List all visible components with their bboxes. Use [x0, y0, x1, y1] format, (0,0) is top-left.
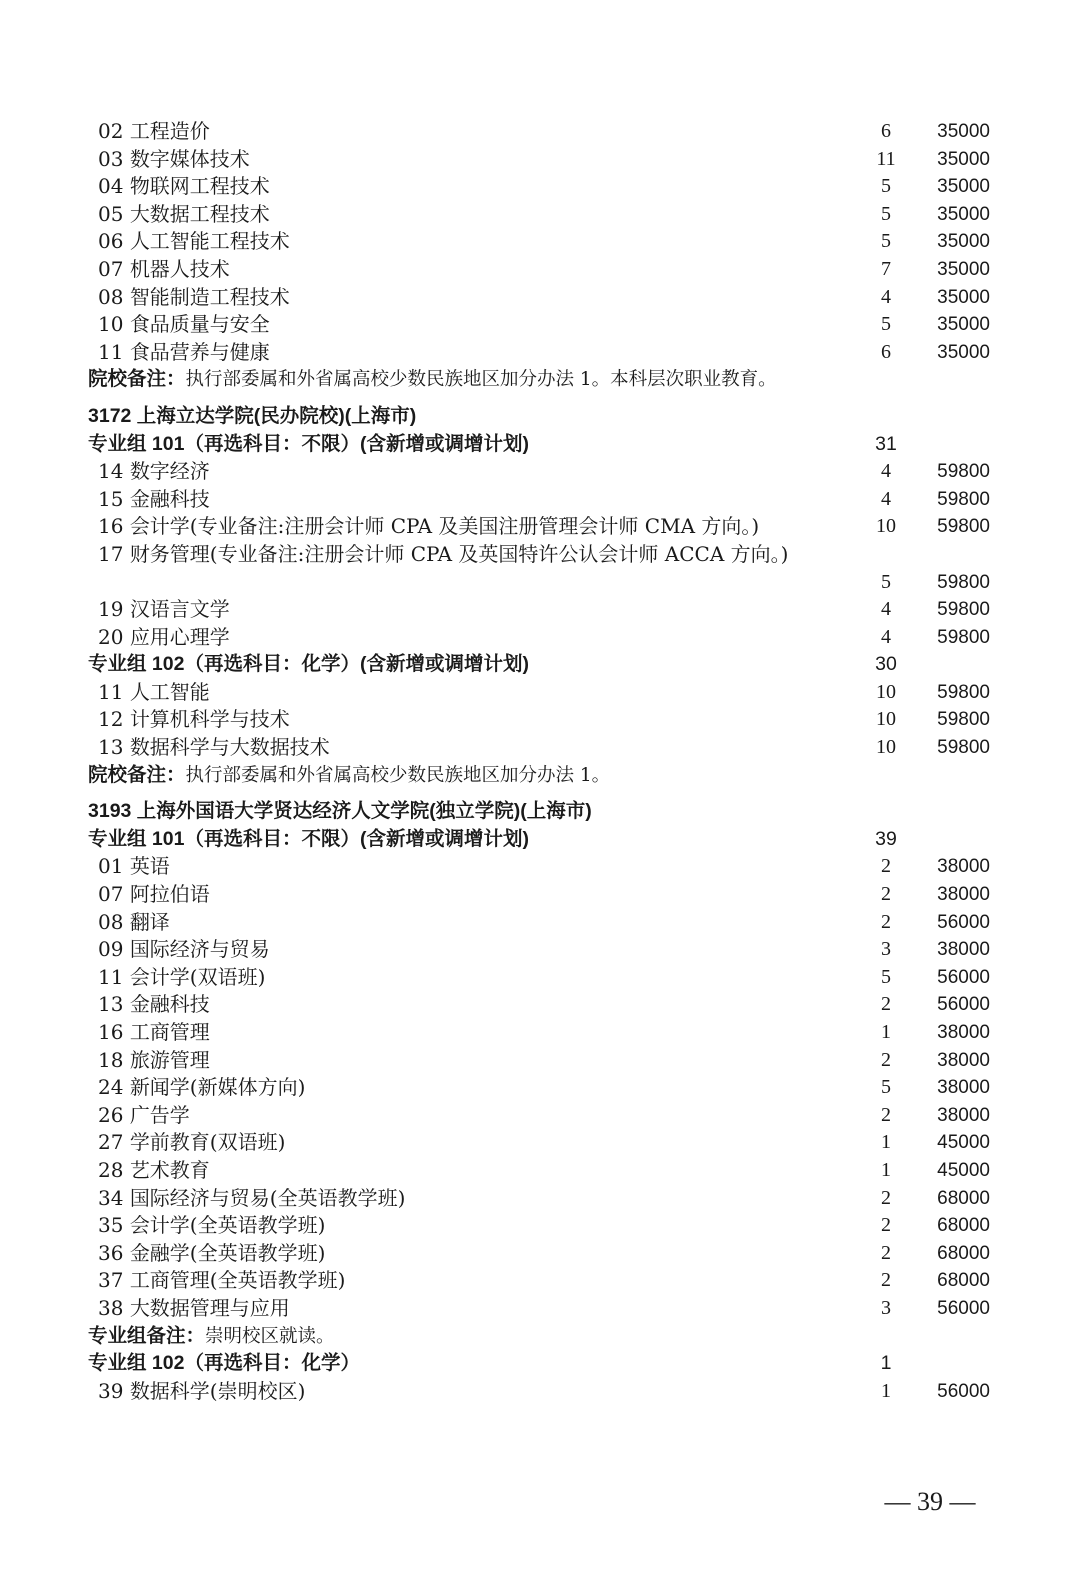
major-title: 应用心理学: [129, 624, 230, 649]
tuition-fee: 38000: [937, 1022, 990, 1043]
major-name: [98, 1074, 305, 1102]
tuition-fee: 59800: [937, 461, 990, 483]
major-name: [98, 596, 230, 624]
major-code: 07: [98, 256, 124, 281]
plan-count: 1: [881, 1158, 891, 1181]
school-heading: 3172 上海立达学院(民办院校)(上海市): [88, 404, 417, 427]
major-title: 会计学(双语班): [129, 964, 266, 989]
major-title: 食品营养与健康: [129, 339, 270, 364]
major-title: 工商管理: [129, 1020, 210, 1044]
major-title: 食品质量与安全: [129, 312, 270, 337]
tuition-fee: 56000: [937, 994, 990, 1016]
major-code: 28: [98, 1157, 124, 1182]
group-row: [0, 1350, 1080, 1378]
tuition-fee: 38000: [937, 939, 990, 961]
tuition-fee: 56000: [937, 966, 990, 988]
tuition-fee: 38000: [937, 1104, 990, 1126]
major-name: [98, 1019, 210, 1047]
major-code: 07: [98, 882, 124, 907]
major-name: [98, 1185, 405, 1213]
item-row: [0, 311, 1080, 339]
plan-count: 4: [881, 285, 891, 308]
tuition-fee: 56000: [937, 911, 990, 933]
major-code: 06: [98, 229, 124, 254]
major-group-heading: 专业组 101（再选科目：不限）(含新增或调增计划): [88, 432, 529, 455]
item-row: [0, 1295, 1080, 1323]
major-code: 26: [98, 1102, 124, 1127]
item-row: [0, 1047, 1080, 1075]
major-code: 36: [98, 1240, 124, 1265]
major-code: 08: [98, 909, 124, 934]
item-row: [0, 936, 1080, 964]
plan-count: 2: [881, 1241, 891, 1264]
major-code: 10: [98, 312, 124, 337]
remark: [88, 366, 777, 394]
plan-count: 2: [881, 1103, 891, 1126]
plan-count: 4: [881, 625, 891, 648]
major-code: 34: [98, 1185, 124, 1210]
item-row: [0, 1378, 1080, 1406]
major-name: [98, 118, 210, 146]
major-code: 35: [98, 1213, 124, 1238]
item-row: [0, 881, 1080, 909]
item-row: [0, 624, 1080, 652]
item-row: [0, 256, 1080, 284]
tuition-fee: 59800: [937, 681, 990, 703]
item-row: [0, 1157, 1080, 1185]
item-row: [0, 706, 1080, 734]
tuition-fee: 38000: [937, 1077, 990, 1099]
remark: [88, 762, 610, 790]
major-code: 01: [98, 854, 124, 879]
major-code: 20: [98, 624, 124, 649]
plan-count: 2: [881, 910, 891, 933]
plan-count: 5: [881, 313, 891, 336]
major-code: 37: [98, 1268, 124, 1293]
tuition-fee: 56000: [937, 1297, 990, 1319]
plan-count: 7: [881, 257, 891, 280]
major-name: [98, 853, 170, 881]
item-row: [0, 118, 1080, 146]
group-plan-count: 30: [875, 653, 897, 676]
major-title: 阿拉伯语: [129, 882, 210, 907]
major-title: 计算机科学与技术: [129, 707, 290, 732]
tuition-fee: 38000: [937, 1049, 990, 1071]
major-code: 04: [98, 174, 124, 199]
group-plan-count: 31: [875, 432, 897, 455]
major-group-heading: 专业组 102（再选科目：化学）: [88, 1352, 360, 1375]
major-name: [98, 173, 270, 201]
tuition-fee: 35000: [937, 258, 990, 280]
major-title: 工程造价: [129, 119, 210, 143]
major-title: 大数据工程技术: [129, 201, 270, 226]
tuition-fee: 35000: [937, 231, 990, 253]
major-group-heading: 专业组 101（再选科目：不限）(含新增或调增计划): [88, 827, 529, 850]
major-name: [98, 964, 265, 992]
item-row: [0, 1212, 1080, 1240]
plan-count: 2: [881, 855, 891, 878]
major-code: 11: [98, 679, 124, 704]
item-row: [0, 991, 1080, 1019]
major-title: 旅游管理: [129, 1047, 210, 1072]
major-name: [98, 339, 270, 367]
major-title: 工商管理(全英语教学班): [129, 1268, 346, 1293]
note-row: [0, 366, 1080, 394]
major-name: [98, 679, 210, 707]
major-name: [98, 458, 210, 486]
major-name: [98, 706, 290, 734]
plan-count: 10: [876, 736, 896, 759]
major-title: 大数据管理与应用: [129, 1295, 290, 1320]
tuition-fee: 59800: [937, 737, 990, 759]
major-code: 15: [98, 486, 124, 511]
plan-count: 2: [881, 993, 891, 1016]
school-heading: 3193 上海外国语大学贤达经济人文学院(独立学院)(上海市): [88, 800, 592, 823]
tuition-fee: 56000: [937, 1380, 990, 1402]
major-name: [98, 624, 230, 652]
major-name: [98, 1295, 290, 1323]
tuition-fee: 45000: [937, 1159, 990, 1181]
major-code: 13: [98, 992, 124, 1017]
major-title: 数字媒体技术: [129, 146, 250, 171]
major-name: [98, 256, 230, 284]
item-row: [0, 1240, 1080, 1268]
tuition-fee: 59800: [937, 626, 990, 648]
item-row: [0, 201, 1080, 229]
remark-text: 崇明校区就读。: [205, 1325, 335, 1347]
item-row: [0, 228, 1080, 256]
major-name: [98, 1267, 345, 1295]
remark: [88, 1323, 335, 1351]
major-code: 11: [98, 964, 124, 989]
major-group-heading: 专业组 102（再选科目：化学）(含新增或调增计划): [88, 653, 529, 676]
item-row: [0, 1129, 1080, 1157]
major-name: [98, 1212, 325, 1240]
plan-count: 1: [881, 1021, 891, 1043]
major-name: [98, 1378, 305, 1406]
tuition-fee: 59800: [937, 599, 990, 621]
item-row: [0, 679, 1080, 707]
major-name: [98, 936, 270, 964]
remark-text: 执行部委属和外省属高校少数民族地区加分办法 1。: [185, 764, 611, 786]
major-name: [98, 1102, 190, 1130]
remark-label: 专业组备注：: [88, 1324, 206, 1347]
major-code: 38: [98, 1295, 124, 1320]
admission-plan-page: [0, 118, 1080, 1405]
major-code: 13: [98, 735, 124, 760]
tuition-fee: 35000: [937, 314, 990, 336]
major-title: 金融科技: [129, 992, 210, 1017]
tuition-fee: 35000: [937, 286, 990, 308]
item-row: [0, 146, 1080, 174]
item-row: [0, 596, 1080, 624]
item-row: [0, 458, 1080, 486]
plan-count: 1: [881, 1131, 891, 1154]
tuition-fee: 68000: [937, 1187, 990, 1209]
major-name: [98, 1240, 325, 1268]
item-row: [0, 569, 1080, 597]
major-code: 08: [98, 284, 124, 309]
major-title: 数字经济: [129, 459, 210, 484]
major-code: 39: [98, 1378, 124, 1403]
major-title: 会计学(专业备注:注册会计师 CPA 及美国注册管理会计师 CMA 方向。): [129, 514, 760, 539]
major-title: 学前教育(双语班): [129, 1130, 286, 1155]
major-name: [98, 881, 210, 909]
plan-count: 5: [881, 965, 891, 988]
major-title: 英语: [129, 854, 170, 879]
major-title: 机器人技术: [129, 256, 230, 281]
plan-count: 2: [881, 1269, 891, 1292]
tuition-fee: 35000: [937, 148, 990, 170]
major-name: [98, 909, 170, 937]
item-row: [0, 964, 1080, 992]
tuition-fee: 59800: [937, 571, 990, 593]
plan-count: 10: [876, 708, 896, 731]
plan-count: 5: [881, 1076, 891, 1099]
tuition-fee: 68000: [937, 1242, 990, 1264]
major-name: [98, 991, 210, 1019]
tuition-fee: 35000: [937, 341, 990, 363]
major-title: 国际经济与贸易: [129, 937, 270, 962]
page-number: — 39 —: [884, 1487, 976, 1516]
item-row: [0, 339, 1080, 367]
remark-label: 院校备注：: [88, 763, 186, 786]
major-code: 12: [98, 707, 124, 732]
item-row: [0, 1074, 1080, 1102]
major-title: 国际经济与贸易(全英语教学班): [129, 1185, 406, 1210]
major-code: 11: [98, 339, 124, 364]
group-plan-count: 39: [875, 827, 897, 850]
plan-count: 3: [881, 938, 891, 961]
group-row: [0, 826, 1080, 854]
major-code: 18: [98, 1047, 124, 1072]
major-name: [98, 228, 290, 256]
major-title: 数据科学与大数据技术: [129, 735, 330, 760]
major-title: 广告学: [129, 1102, 190, 1127]
major-name: [98, 201, 270, 229]
item-row: [0, 541, 1080, 569]
plan-count: 2: [881, 1048, 891, 1071]
plan-count: 4: [881, 598, 891, 621]
major-title: 金融科技: [129, 486, 210, 511]
item-row: [0, 1019, 1080, 1047]
major-code: 09: [98, 937, 124, 962]
item-row: [0, 1102, 1080, 1130]
remark-label: 院校备注：: [88, 368, 186, 391]
item-row: [0, 1185, 1080, 1213]
major-name: [98, 734, 330, 762]
major-code: 24: [98, 1075, 124, 1100]
plan-count: 1: [881, 1379, 891, 1402]
plan-count: 4: [881, 487, 891, 510]
major-code: 14: [98, 459, 124, 484]
tuition-fee: 45000: [937, 1132, 990, 1154]
tuition-fee: 59800: [937, 488, 990, 510]
major-title: 数据科学(崇明校区): [129, 1378, 306, 1403]
major-title: 人工智能工程技术: [129, 229, 290, 254]
tuition-fee: 68000: [937, 1270, 990, 1292]
plan-count: 5: [881, 570, 891, 593]
item-row: [0, 513, 1080, 541]
plan-count: 5: [881, 202, 891, 225]
major-title: 新闻学(新媒体方向): [129, 1075, 306, 1100]
item-row: [0, 173, 1080, 201]
plan-count: 4: [881, 460, 891, 483]
major-title: 智能制造工程技术: [129, 284, 290, 309]
remark-text: 执行部委属和外省属高校少数民族地区加分办法 1。本科层次职业教育。: [185, 369, 777, 391]
major-title: 物联网工程技术: [129, 174, 270, 199]
plan-count: 6: [881, 120, 891, 142]
note-row: [0, 762, 1080, 790]
tuition-fee: 38000: [937, 884, 990, 906]
plan-count: 11: [876, 147, 896, 170]
major-title: 金融学(全英语教学班): [129, 1240, 326, 1265]
tuition-fee: 35000: [937, 121, 990, 142]
plan-count: 2: [881, 1186, 891, 1209]
major-name: [98, 1129, 285, 1157]
item-row: [0, 909, 1080, 937]
tuition-fee: 59800: [937, 516, 990, 538]
note-row: [0, 1323, 1080, 1351]
major-title: 翻译: [129, 909, 170, 934]
major-name: [98, 486, 210, 514]
group-plan-count: 1: [880, 1352, 892, 1375]
item-row: [0, 486, 1080, 514]
major-code: 19: [98, 597, 124, 622]
plan-count: 5: [881, 230, 891, 253]
group-row: [0, 431, 1080, 459]
major-code: 16: [98, 1020, 124, 1044]
tuition-fee: 68000: [937, 1215, 990, 1237]
major-name: [98, 541, 788, 569]
plan-count: 3: [881, 1296, 891, 1319]
tuition-fee: 59800: [937, 709, 990, 731]
major-code: 03: [98, 146, 124, 171]
major-title: 艺术教育: [129, 1157, 210, 1182]
item-row: [0, 853, 1080, 881]
school-row: [0, 798, 1080, 826]
major-title: 人工智能: [129, 679, 210, 704]
item-row: [0, 1267, 1080, 1295]
group-row: [0, 651, 1080, 679]
tuition-fee: 38000: [937, 856, 990, 878]
major-name: [98, 146, 250, 174]
major-name: [98, 1157, 210, 1185]
school-row: [0, 403, 1080, 431]
plan-count: 5: [881, 175, 891, 198]
major-title: 财务管理(专业备注:注册会计师 CPA 及英国特许公认会计师 ACCA 方向。): [129, 541, 789, 566]
plan-count: 6: [881, 340, 891, 363]
major-title: 会计学(全英语教学班): [129, 1213, 326, 1238]
item-row: [0, 284, 1080, 312]
major-name: [98, 1047, 210, 1075]
major-code: 16: [98, 514, 124, 539]
tuition-fee: 35000: [937, 176, 990, 198]
major-code: 05: [98, 201, 124, 226]
major-name: [98, 513, 759, 541]
major-name: [98, 311, 270, 339]
plan-count: 2: [881, 883, 891, 906]
major-name: [98, 284, 290, 312]
plan-count: 10: [876, 515, 896, 538]
major-code: 02: [98, 119, 124, 143]
plan-count: 2: [881, 1214, 891, 1237]
major-title: 汉语言文学: [129, 597, 230, 622]
tuition-fee: 35000: [937, 203, 990, 225]
major-code: 27: [98, 1130, 124, 1155]
major-code: 17: [98, 541, 124, 566]
plan-count: 10: [876, 680, 896, 703]
item-row: [0, 734, 1080, 762]
